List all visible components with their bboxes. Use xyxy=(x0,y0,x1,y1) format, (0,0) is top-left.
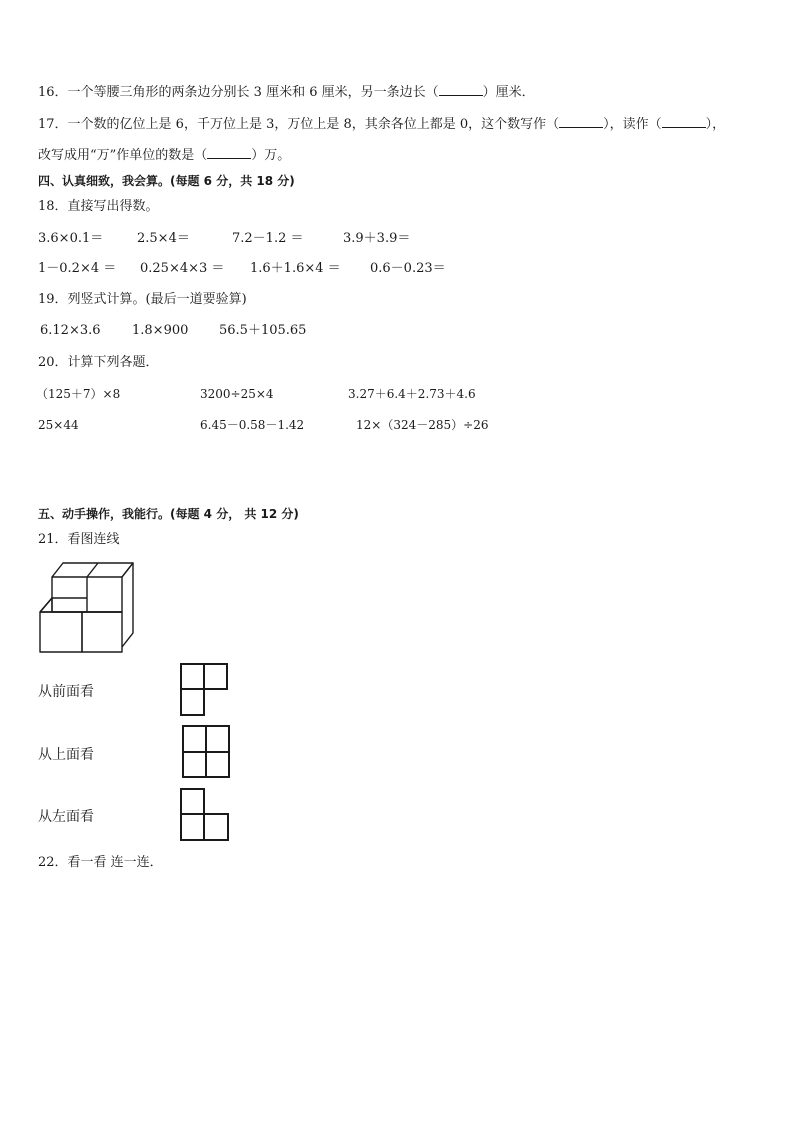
q18-item: 3.6×0.1＝ xyxy=(38,231,104,246)
q19-item: 56.5＋105.65 xyxy=(219,323,307,338)
q17-text: ）， xyxy=(705,117,726,132)
q20-item: 12×（324－285）÷26 xyxy=(356,418,489,432)
q19-item: 6.12×3.6 xyxy=(40,323,101,338)
view-label-left: 从左面看 xyxy=(38,809,94,825)
q18-item: 7.2－1.2 ＝ xyxy=(232,231,304,246)
question-22-title: 22．看一看 连一连． xyxy=(38,855,163,870)
question-19-title: 19．列竖式计算。(最后一道要验算) xyxy=(38,292,247,307)
section-4-title: 四、认真细致，我会算。(每题 6 分，共 18 分) xyxy=(38,174,295,188)
q19-item: 1.8×900 xyxy=(132,323,189,338)
question-21-title: 21．看图连线 xyxy=(38,532,120,547)
question-20-title: 20．计算下列各题． xyxy=(38,355,159,370)
q17-text: ）万。 xyxy=(251,148,291,163)
q17-text: ），读作（ xyxy=(603,117,662,132)
q16-text: 16．一个等腰三角形的两条边分别长 3 厘米和 6 厘米，另一条边长（ xyxy=(38,85,439,100)
q20-item: 3200÷25×4 xyxy=(200,387,274,401)
q18-item: 1.6＋1.6×4 ＝ xyxy=(250,261,341,276)
question-18-title: 18．直接写出得数。 xyxy=(38,199,159,214)
q18-item: 0.6－0.23＝ xyxy=(370,261,446,276)
q18-item: 0.25×4×3 ＝ xyxy=(140,261,225,276)
q18-item: 2.5×4＝ xyxy=(137,231,190,246)
q16-text-end: ）厘米． xyxy=(482,85,535,100)
q20-item: 6.45－0.58－1.42 xyxy=(200,418,305,432)
q18-item: 1－0.2×4 ＝ xyxy=(38,261,117,276)
q18-item: 3.9＋3.9＝ xyxy=(343,231,411,246)
q20-item: 3.27＋6.4＋2.73＋4.6 xyxy=(348,387,476,401)
q20-item: （125＋7）×8 xyxy=(36,387,121,401)
section-5-title: 五、动手操作，我能行。(每题 4 分， 共 12 分) xyxy=(38,507,299,521)
q20-item: 25×44 xyxy=(38,418,79,432)
view-label-top: 从上面看 xyxy=(38,747,94,763)
q17-text: 改写成用“万”作单位的数是（ xyxy=(38,148,208,163)
q17-text: 17．一个数的亿位上是 6，千万位上是 3，万位上是 8，其余各位上都是 0，这个数写作（ xyxy=(38,117,560,132)
view-label-front: 从前面看 xyxy=(38,684,94,700)
